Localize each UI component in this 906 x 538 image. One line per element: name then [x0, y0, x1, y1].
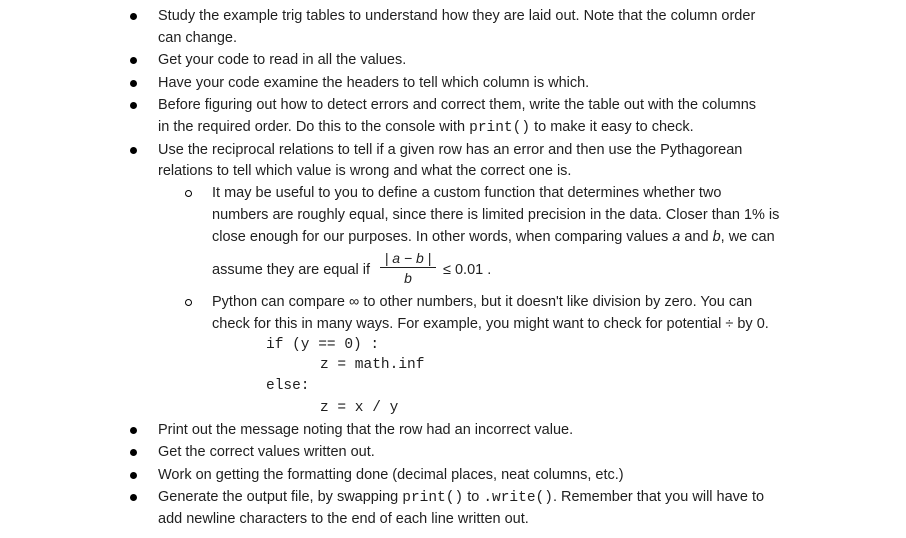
- bullet-text: add newline characters to the end of each line written out.: [158, 511, 529, 527]
- text-run: in the required order. Do this to the console with: [158, 119, 470, 135]
- variable-b: b: [712, 229, 721, 245]
- fraction-formula: [378, 250, 438, 288]
- bullet-text: Study the example trig tables to understand how they are laid out. Note that the column order: [158, 8, 756, 24]
- text-run: to make it easy to check.: [530, 119, 694, 135]
- code-line: z = math.inf: [320, 357, 425, 373]
- fraction-denominator: b: [404, 270, 412, 286]
- text-run: Generate the output file, by swapping: [158, 489, 403, 505]
- bullet-text: Before figuring out how to detect errors and correct them, write the table out with the columns: [158, 97, 757, 113]
- code-line: if (y == 0) :: [266, 337, 380, 353]
- code-line: z = x / y: [320, 400, 399, 416]
- bullet-icon: [130, 80, 137, 87]
- sub-bullet-text: Python can compare ∞ to other numbers, but it doesn't like division by zero. You can: [212, 294, 753, 310]
- bullet-icon: [130, 13, 137, 20]
- sub-bullet-icon: [185, 190, 192, 197]
- bullet-text: Get the correct values written out.: [158, 444, 375, 460]
- bullet-icon: [130, 102, 137, 109]
- bullet-text: relations to tell which value is wrong and what the correct one is.: [158, 163, 572, 179]
- bullet-text: Use the reciprocal relations to tell if a given row has an error and then use the Pythagorean: [158, 142, 743, 158]
- bullet-text: Get your code to read in all the values.: [158, 52, 407, 68]
- sub-bullet-text: [212, 227, 775, 247]
- sub-bullet-icon: [185, 299, 192, 306]
- text-run: . Remember that you will have to: [552, 489, 765, 505]
- inline-code: .write(): [483, 490, 553, 506]
- inline-code: print(): [469, 120, 531, 136]
- text-run: , we can: [720, 229, 775, 245]
- bullet-text: can change.: [158, 30, 238, 46]
- bullet-text: [158, 117, 694, 138]
- bullet-text: [158, 487, 764, 508]
- sub-bullet-text: numbers are roughly equal, since there is limited precision in the data. Closer than 1% is: [212, 207, 780, 223]
- sub-bullet-text: check for this in many ways. For example, you might want to check for potential ÷ by 0.: [212, 316, 769, 332]
- text-run: to: [463, 489, 484, 505]
- fraction-numerator: | a − b |: [384, 250, 432, 266]
- bullet-text: Work on getting the formatting done (decimal places, neat columns, etc.): [158, 467, 624, 483]
- bullet-icon: [130, 472, 137, 479]
- inline-code: print(): [402, 490, 464, 506]
- bullet-icon: [130, 427, 137, 434]
- sub-bullet-text: assume they are equal if: [212, 262, 370, 278]
- text-run: and: [680, 229, 713, 245]
- bullet-text: Have your code examine the headers to tell which column is which.: [158, 75, 590, 91]
- formula-threshold: ≤ 0.01 .: [443, 262, 492, 278]
- bullet-icon: [130, 147, 137, 154]
- bullet-icon: [130, 57, 137, 64]
- sub-bullet-text: It may be useful to you to define a custom function that determines whether two: [212, 185, 722, 201]
- fraction-bar: [380, 267, 436, 268]
- text-run: close enough for our purposes. In other words, when comparing values: [212, 229, 673, 245]
- bullet-icon: [130, 449, 137, 456]
- bullet-icon: [130, 494, 137, 501]
- variable-a: a: [672, 229, 681, 245]
- code-line: else:: [266, 378, 310, 394]
- bullet-text: Print out the message noting that the row had an incorrect value.: [158, 422, 574, 438]
